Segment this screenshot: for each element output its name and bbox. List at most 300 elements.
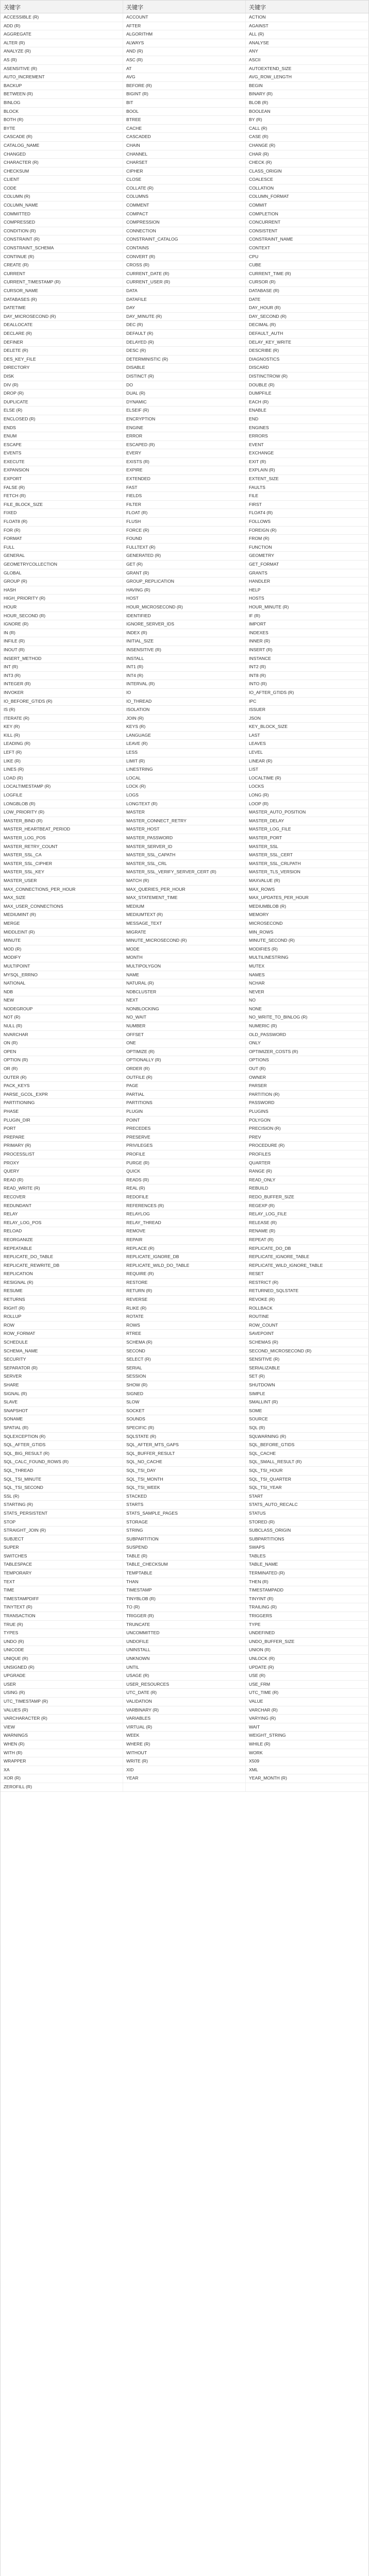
keyword-cell: TRIGGERS <box>249 1613 272 1619</box>
keyword-cell: ASENSITIVE (R) <box>1 65 123 73</box>
keyword-cell: SQL_AFTER_MTS_GAPS <box>123 1441 246 1449</box>
table-row <box>1 1476 369 1484</box>
keyword-cell: HOUR <box>1 603 123 612</box>
keyword-cell: DAY_MICROSECOND (R) <box>1 313 123 321</box>
keyword-cell: COLUMN_NAME <box>1 201 123 210</box>
keyword-cell: FULLTEXT (R) <box>123 544 246 552</box>
table-row <box>1 1262 369 1270</box>
keyword-cell: LOGFILE <box>1 791 123 800</box>
keyword-cell: REPLACE (R) <box>123 1245 246 1253</box>
keyword-cell: AT <box>123 65 246 73</box>
keyword-cell: NO <box>249 997 256 1003</box>
table-row <box>1 561 369 569</box>
keyword-cell: WRITE (R) <box>123 1757 246 1766</box>
keyword-cell: STRING <box>123 1527 246 1535</box>
keyword-cell: ON (R) <box>1 1039 123 1047</box>
keyword-cell: CONTINUE (R) <box>1 253 123 261</box>
keyword-cell: REPLICATE_IGNORE_TABLE <box>249 1254 310 1260</box>
keyword-cell: NEW <box>1 996 123 1005</box>
keyword-cell: NONBLOCKING <box>123 1005 246 1013</box>
table-row <box>1 1202 369 1211</box>
keyword-cell: INSENSITIVE (R) <box>123 646 246 654</box>
keyword-cell: COLUMNS <box>123 193 246 201</box>
keyword-cell: LINEAR (R) <box>249 758 273 764</box>
table-row <box>1 176 369 184</box>
keyword-cell: EXCHANGE <box>249 450 274 456</box>
keyword-cell: RELAY <box>1 1210 123 1218</box>
keyword-cell: PROFILES <box>249 1151 271 1157</box>
keyword-cell: CPU <box>249 253 259 259</box>
keyword-cell: DEFAULT_AUTH <box>249 330 283 336</box>
keyword-cell: INT8 (R) <box>249 672 266 678</box>
keyword-cell: PREV <box>249 1134 261 1140</box>
table-row <box>1 527 369 535</box>
keyword-cell: NO_WRITE_TO_BINLOG (R) <box>249 1014 308 1020</box>
keyword-cell: EXTENDED <box>123 475 246 483</box>
keyword-cell: COLUMN (R) <box>1 193 123 201</box>
keyword-cell: AFTER <box>123 22 246 30</box>
keyword-cell: SQL_TSI_DAY <box>123 1467 246 1475</box>
table-row <box>1 1527 369 1535</box>
table-row <box>1 159 369 167</box>
keyword-cell: PRECISION (R) <box>249 1126 281 1131</box>
keyword-cell: BOOL <box>123 108 246 116</box>
keyword-cell: SQL_TSI_WEEK <box>123 1484 246 1492</box>
keyword-cell: ENCRYPTION <box>123 415 246 423</box>
table-row <box>1 1774 369 1783</box>
keyword-cell: IO_THREAD <box>123 698 246 706</box>
keyword-cell: MULTIPOINT <box>1 962 123 971</box>
table-row <box>1 996 369 1005</box>
keyword-cell: LINES (R) <box>1 766 123 774</box>
keyword-cell: ACTION <box>249 14 266 20</box>
keyword-cell: PROXY <box>1 1159 123 1167</box>
keyword-cell: FAULTS <box>249 484 265 490</box>
keyword-cell: ELSEIF (R) <box>123 406 246 415</box>
keyword-cell: FIXED <box>1 509 123 517</box>
keyword-cell: MONTH <box>123 954 246 962</box>
keyword-cell: AVG_ROW_LENGTH <box>249 74 292 80</box>
table-row <box>1 1245 369 1253</box>
keyword-cell: BLOCK <box>1 108 123 116</box>
keyword-cell: CONSTRAINT_NAME <box>249 236 293 242</box>
keyword-cell: END <box>249 416 259 421</box>
keyword-cell: FIRST <box>249 501 262 507</box>
keyword-cell: TEXT <box>1 1578 123 1586</box>
table-row <box>1 235 369 244</box>
keyword-cell: UPGRADE <box>1 1672 123 1680</box>
keyword-cell: MULTILINESTRING <box>249 955 289 960</box>
keyword-cell: BLOB (R) <box>249 99 269 105</box>
keyword-cell: REORGANIZE <box>1 1236 123 1244</box>
table-row <box>1 406 369 415</box>
keyword-cell: MASTER_SSL_CAPATH <box>123 851 246 859</box>
keyword-cell: OUTFILE (R) <box>123 1074 246 1082</box>
keyword-cell: DECIMAL (R) <box>249 322 276 328</box>
table-row <box>1 1698 369 1706</box>
keyword-cell: PARSE_GCOL_EXPR <box>1 1091 123 1099</box>
table-row <box>1 218 369 227</box>
keyword-cell: MASTER_DELAY <box>249 818 284 823</box>
keyword-cell: SECURITY <box>1 1355 123 1364</box>
keyword-cell: SEPARATOR (R) <box>1 1364 123 1372</box>
keyword-cell: SCHEMA_NAME <box>1 1347 123 1355</box>
table-row <box>1 1681 369 1689</box>
table-row <box>1 261 369 270</box>
keyword-cell: CHECKSUM <box>1 167 123 176</box>
keyword-cell: CONTAINS <box>123 244 246 252</box>
keyword-cell: EVENTS <box>1 449 123 457</box>
keyword-cell: CONCURRENT <box>249 219 281 225</box>
keyword-cell: IGNORE_SERVER_IDS <box>123 620 246 629</box>
keyword-cell: REDO_BUFFER_SIZE <box>249 1194 294 1199</box>
keyword-cell: OPTIONALLY (R) <box>123 1056 246 1064</box>
keyword-cell: IO_BEFORE_GTIDS (R) <box>1 698 123 706</box>
table-row <box>1 1184 369 1193</box>
keyword-cell: ENGINES <box>249 425 269 430</box>
keyword-cell: MASTER_LOG_FILE <box>249 826 291 832</box>
table-row <box>1 108 369 116</box>
keyword-cell: LOCAL <box>123 774 246 783</box>
keyword-cell: MASTER_TLS_VERSION <box>249 869 300 875</box>
keyword-cell: LOGS <box>123 791 246 800</box>
table-row <box>1 1372 369 1381</box>
table-row <box>1 1013 369 1022</box>
table-row <box>1 1586 369 1595</box>
keyword-cell: VARCHAR (R) <box>249 1707 278 1713</box>
keyword-cell: INT4 (R) <box>123 672 246 680</box>
keyword-cell: RELEASE (R) <box>249 1219 277 1225</box>
table-row <box>1 808 369 817</box>
keyword-cell: LOCALTIMESTAMP (R) <box>1 783 123 791</box>
keyword-cell: VARBINARY (R) <box>123 1706 246 1715</box>
keyword-cell: TIMESTAMPADD <box>249 1587 283 1593</box>
keyword-cell: SOME <box>249 1408 262 1413</box>
keyword-cell: LOCALTIME (R) <box>249 775 281 781</box>
table-row <box>1 466 369 475</box>
table-row <box>1 22 369 31</box>
keyword-cell: INT1 (R) <box>123 663 246 671</box>
table-row <box>1 321 369 330</box>
table-row <box>1 90 369 99</box>
keyword-cell: RIGHT (R) <box>1 1304 123 1313</box>
keyword-cell: SUSPEND <box>123 1544 246 1552</box>
keyword-cell: LEFT (R) <box>1 749 123 757</box>
keyword-cell: PRIVILEGES <box>123 1142 246 1150</box>
keyword-cell: NONE <box>249 1006 262 1011</box>
keyword-cell: DIRECTORY <box>1 364 123 372</box>
table-row <box>1 655 369 664</box>
keyword-cell: IN (R) <box>1 629 123 637</box>
keyword-cell: RETURNED_SQLSTATE <box>249 1288 299 1294</box>
table-row <box>1 1484 369 1493</box>
keyword-cell: THAN <box>123 1578 246 1586</box>
keyword-cell: MAX_STATEMENT_TIME <box>123 894 246 902</box>
keyword-cell: CONNECTION <box>123 227 246 235</box>
keyword-cell: FOR (R) <box>1 527 123 535</box>
keyword-cell: REPLICATE_DO_DB <box>249 1245 291 1251</box>
keyword-cell: SIMPLE <box>249 1391 265 1396</box>
table-row <box>1 509 369 518</box>
keyword-cell: FIELDS <box>123 492 246 500</box>
keyword-cell: QUICK <box>123 1167 246 1176</box>
keyword-cell: SQL_TSI_MINUTE <box>1 1476 123 1484</box>
keyword-cell: CHAIN <box>123 142 246 150</box>
keyword-cell: GRANTS <box>249 570 267 575</box>
table-row <box>1 313 369 321</box>
keyword-cell: PASSWORD <box>249 1100 275 1106</box>
keyword-cell: WARNINGS <box>1 1732 123 1740</box>
keyword-cell: JOIN (R) <box>123 715 246 723</box>
keyword-cell: DEFINER <box>1 338 123 347</box>
keyword-cell: ROW <box>1 1321 123 1330</box>
keyword-cell: TIMESTAMP <box>123 1586 246 1595</box>
table-row <box>1 1569 369 1578</box>
keyword-cell: SERVER <box>1 1372 123 1381</box>
table-row <box>1 595 369 603</box>
table-row <box>1 1133 369 1142</box>
table-row <box>1 82 369 91</box>
keyword-cell: ROLLBACK <box>249 1305 273 1311</box>
keyword-cell: NDB <box>1 988 123 996</box>
keyword-cell: ALL (R) <box>249 31 264 37</box>
keyword-cell: VARIABLES <box>123 1715 246 1723</box>
keyword-cell: BINARY (R) <box>249 91 273 97</box>
keyword-cell: LEAVES <box>249 741 266 747</box>
table-row <box>1 937 369 945</box>
table-header <box>1 1 368 13</box>
keyword-cell: ISSUER <box>249 707 265 713</box>
keyword-cell: OPTIMIZER_COSTS (R) <box>249 1048 298 1054</box>
keyword-cell: WRAPPER <box>1 1757 123 1766</box>
keyword-cell: GENERAL <box>1 552 123 560</box>
keyword-cell: REPEAT (R) <box>249 1236 274 1242</box>
keyword-cell: SUPER <box>1 1544 123 1552</box>
keyword-cell: TABLE_NAME <box>249 1562 278 1567</box>
keyword-cell: QUERY <box>1 1167 123 1176</box>
keyword-cell: MUTEX <box>249 963 265 969</box>
table-row <box>1 1210 369 1219</box>
keyword-cell: REPLICATE_DO_TABLE <box>1 1253 123 1261</box>
table-row <box>1 13 369 22</box>
keyword-cell: MEDIUMINT (R) <box>1 911 123 919</box>
keyword-cell: ASC (R) <box>123 56 246 64</box>
keyword-cell: MASTER_CONNECT_RETRY <box>123 817 246 825</box>
header-cell: 关键字 <box>1 1 123 13</box>
table-row <box>1 578 369 586</box>
keyword-cell: TERMINATED (R) <box>249 1570 285 1576</box>
keyword-cell: UNICODE <box>1 1646 123 1654</box>
keyword-cell: CHANNEL <box>123 150 246 159</box>
table-row <box>1 458 369 467</box>
keyword-cell: ASCII <box>249 57 261 62</box>
table-row <box>1 1689 369 1698</box>
keyword-cell: LIKE (R) <box>1 757 123 766</box>
keyword-cell: MAX_ROWS <box>249 886 275 892</box>
table-row <box>1 1142 369 1150</box>
keyword-cell: FOUND <box>123 535 246 543</box>
keyword-cell: EXPORT <box>1 475 123 483</box>
keyword-cell: PREPARE <box>1 1133 123 1142</box>
keyword-cell: MASTER_PASSWORD <box>123 834 246 842</box>
keyword-cell: MYSQL_ERRNO <box>1 971 123 979</box>
table-row <box>1 1074 369 1082</box>
keyword-cell: PRESERVE <box>123 1133 246 1142</box>
keyword-cell: PROCEDURE (R) <box>249 1143 285 1148</box>
keyword-cell: REVERSE <box>123 1296 246 1304</box>
keyword-cell: UTC_DATE (R) <box>123 1689 246 1697</box>
keyword-cell: SPATIAL (R) <box>1 1424 123 1432</box>
keyword-cell: MASTER_USER <box>1 877 123 885</box>
keyword-cell: WAIT <box>249 1724 260 1730</box>
keyword-cell <box>246 1783 369 1791</box>
table-row <box>1 1518 369 1527</box>
keyword-cell: REBUILD <box>249 1185 269 1191</box>
keyword-cell: DISCARD <box>249 365 269 370</box>
keyword-cell: SQL_TSI_MONTH <box>123 1476 246 1484</box>
keyword-cell: INVOKER <box>1 689 123 697</box>
table-row <box>1 99 369 108</box>
keyword-cell: ENGINE <box>123 424 246 432</box>
keyword-cell: EXTENT_SIZE <box>249 476 279 482</box>
keyword-cell: CONSTRAINT_CATALOG <box>123 235 246 244</box>
keyword-cell: NATIONAL <box>1 979 123 988</box>
table-row <box>1 757 369 766</box>
keyword-cell: REDUNDANT <box>1 1202 123 1210</box>
keyword-cell: OPTIMIZE (R) <box>123 1048 246 1056</box>
table-row <box>1 432 369 441</box>
keyword-cell: ELSE (R) <box>1 406 123 415</box>
keyword-cell: CLASS_ORIGIN <box>249 168 282 174</box>
keyword-cell: NAMES <box>249 972 265 977</box>
keyword-cell: ALGORITHM <box>123 30 246 39</box>
table-row <box>1 1398 369 1407</box>
table-row <box>1 1664 369 1672</box>
keyword-cell: STARTING (R) <box>1 1501 123 1509</box>
keyword-cell: FAST <box>123 484 246 492</box>
keyword-cell: RELAY_THREAD <box>123 1219 246 1227</box>
keyword-cell: COALESCE <box>249 177 273 182</box>
table-row <box>1 484 369 493</box>
keyword-cell: BEFORE (R) <box>123 82 246 90</box>
keyword-cell: RELOAD <box>1 1227 123 1235</box>
keyword-cell: RESTORE <box>123 1279 246 1287</box>
keyword-cell: LIST <box>249 767 259 772</box>
keyword-cell: CONVERT (R) <box>123 253 246 261</box>
keyword-cell: SELECT (R) <box>123 1355 246 1364</box>
table-row <box>1 501 369 510</box>
keyword-cell: EXPIRE <box>123 466 246 474</box>
table-row <box>1 569 369 578</box>
table-row <box>1 962 369 971</box>
keyword-cell: ROUTINE <box>249 1314 269 1319</box>
table-row <box>1 698 369 706</box>
table-row <box>1 1270 369 1279</box>
table-row <box>1 1125 369 1133</box>
keyword-cell: CASCADE (R) <box>1 133 123 141</box>
keyword-cell: LIMIT (R) <box>123 757 246 766</box>
keyword-cell: DUPLICATE <box>1 398 123 406</box>
table-row <box>1 945 369 954</box>
keyword-cell: NOT (R) <box>1 1013 123 1022</box>
table-body <box>1 13 369 1792</box>
table-row <box>1 1150 369 1159</box>
keyword-cell: CHANGE (R) <box>249 142 276 148</box>
keyword-cell: MIDDLEINT (R) <box>1 928 123 937</box>
keyword-cell: STATUS <box>249 1510 266 1516</box>
keyword-cell: SQLWARNING (R) <box>249 1433 287 1439</box>
keyword-cell: CHARACTER (R) <box>1 159 123 167</box>
keyword-cell: MIN_ROWS <box>249 929 274 935</box>
keyword-cell: SNAPSHOT <box>1 1407 123 1415</box>
table-row <box>1 1193 369 1202</box>
keyword-cell: WEIGHT_STRING <box>249 1733 286 1738</box>
keyword-cell: GLOBAL <box>1 569 123 578</box>
keyword-cell: SAVEPOINT <box>249 1331 274 1336</box>
keyword-cell: OFFSET <box>123 1031 246 1039</box>
keyword-cell: EACH (R) <box>249 399 269 404</box>
keyword-cell: SSL (R) <box>1 1493 123 1501</box>
table-row <box>1 253 369 262</box>
keyword-cell: USE_FRM <box>249 1681 271 1687</box>
keyword-cell: NUMERIC (R) <box>249 1023 277 1029</box>
keyword-cell: IO_AFTER_GTIDS (R) <box>249 689 294 695</box>
table-row <box>1 791 369 800</box>
table-row <box>1 1005 369 1014</box>
keyword-cell: SQL_BIG_RESULT (R) <box>1 1450 123 1458</box>
keyword-cell: AUTO_INCREMENT <box>1 73 123 81</box>
keyword-cell: IPC <box>249 698 257 704</box>
keyword-cell: CONSISTENT <box>249 228 278 233</box>
keyword-cell: LONGTEXT (R) <box>123 800 246 808</box>
keyword-cell: SHUTDOWN <box>249 1382 275 1387</box>
keyword-cell: PORT <box>1 1125 123 1133</box>
table-row <box>1 518 369 527</box>
keyword-cell: CUBE <box>249 262 261 268</box>
keyword-cell: PARTITIONS <box>123 1099 246 1107</box>
keyword-cell: SWAPS <box>249 1545 265 1550</box>
keyword-cell: VALUES (R) <box>1 1706 123 1715</box>
keyword-cell: POINT <box>123 1116 246 1125</box>
keyword-cell: LOOP (R) <box>249 801 269 806</box>
table-row <box>1 441 369 450</box>
keyword-cell: INSERT_METHOD <box>1 655 123 663</box>
keyword-cell: FETCH (R) <box>1 492 123 500</box>
keyword-cell: DATAFILE <box>123 296 246 304</box>
table-row <box>1 732 369 740</box>
table-row <box>1 1236 369 1245</box>
keyword-cell: WITHOUT <box>123 1749 246 1757</box>
keyword-cell: XID <box>123 1766 246 1774</box>
table-row <box>1 1732 369 1740</box>
keyword-cell: LOW_PRIORITY (R) <box>1 808 123 817</box>
keyword-cell: INDEX (R) <box>123 629 246 637</box>
keyword-cell: FULL <box>1 544 123 552</box>
table-row <box>1 1629 369 1638</box>
keyword-cell: SLAVE <box>1 1398 123 1406</box>
keyword-cell: HELP <box>249 587 261 592</box>
keyword-cell: ENDS <box>1 424 123 432</box>
table-row <box>1 971 369 980</box>
keyword-cell: SQL_TSI_QUARTER <box>249 1476 291 1482</box>
keyword-cell: START <box>249 1493 263 1499</box>
keyword-cell: RESIGNAL (R) <box>1 1279 123 1287</box>
keyword-cell: RELAYLOG <box>123 1210 246 1218</box>
keyword-cell: CONTEXT <box>249 245 271 251</box>
keyword-cell: RECOVER <box>1 1193 123 1201</box>
table-row <box>1 1330 369 1338</box>
keyword-cell: MEDIUM <box>123 903 246 911</box>
